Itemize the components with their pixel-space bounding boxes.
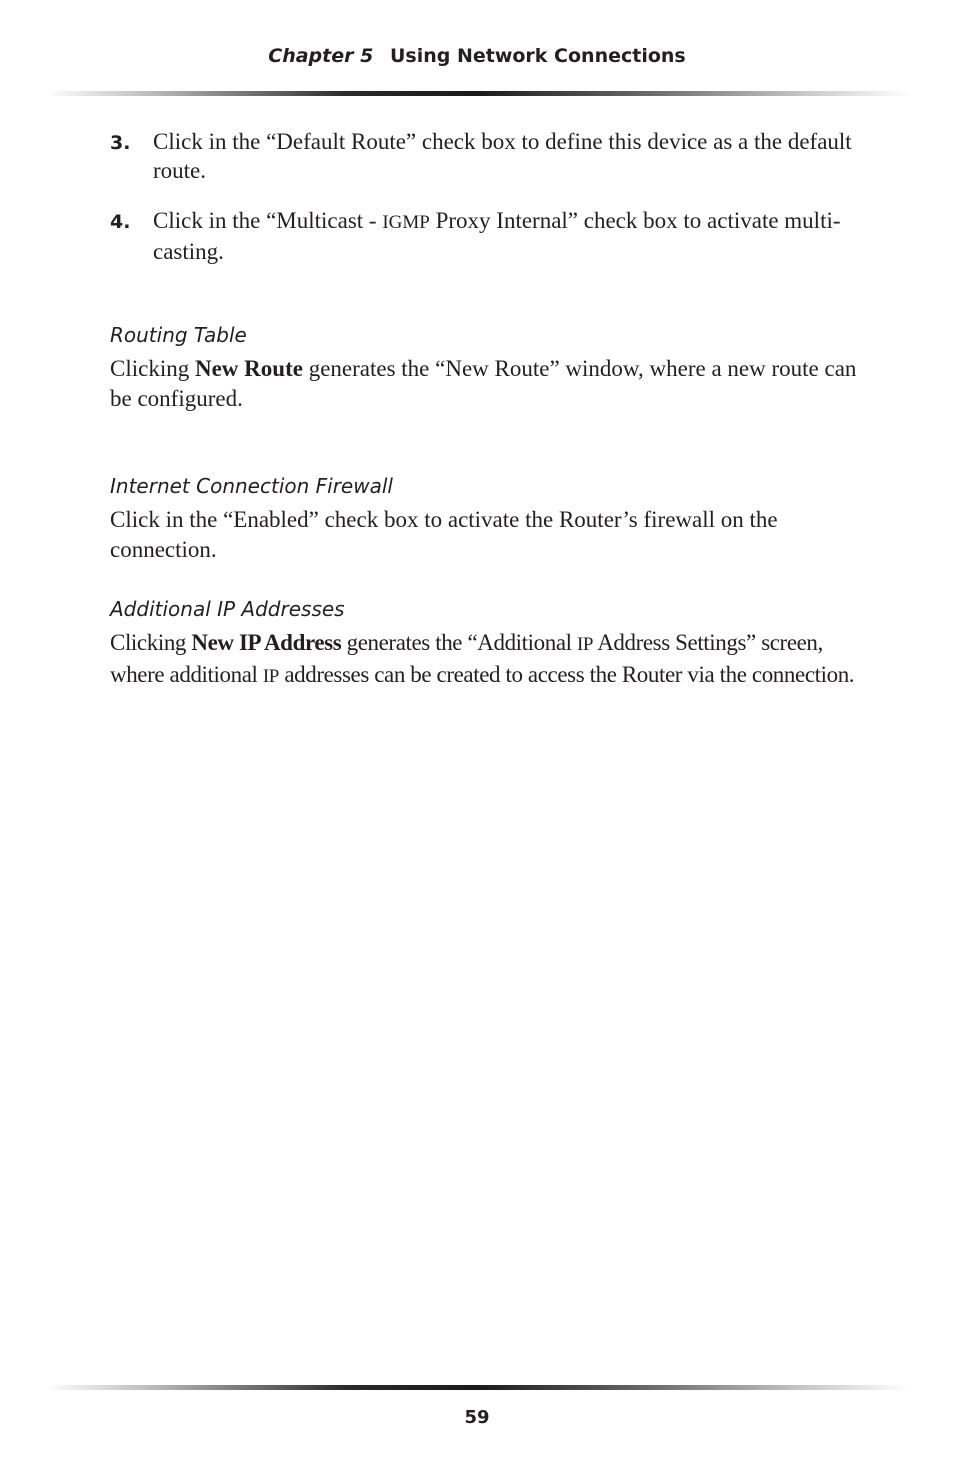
acronym: IP [262,666,279,687]
body-text: Address Settings” screen, where additional [110,630,823,687]
section-heading: Additional IP Addresses [110,597,345,621]
routing-table-section [110,322,870,414]
body-text: generates the “New Route” window, where a new route can be configured. [110,356,857,411]
firewall-section [110,473,870,565]
step-item [110,127,870,185]
step-number: 4. [110,211,131,233]
body-text: Clicking [110,630,192,655]
step-list [110,127,870,287]
section-body [110,354,870,414]
header-rule [45,91,909,96]
section-body [110,628,870,692]
step-number: 3. [110,132,131,154]
page-header [0,45,954,67]
step-text-after: Proxy Internal” check box to activate multi-casting. [153,208,841,264]
footer-rule [45,1385,909,1390]
section-body: Click in the “Enabled” check box to activate the Router’s firewall on the connection. [110,507,778,562]
step-text: Click in the “Default Route” check box to define this device as a the default route. [153,129,852,183]
page-number: 59 [464,1407,490,1428]
section-heading: Routing Table [110,323,247,347]
body-text: Clicking [110,356,195,381]
body-text: generates the “Additional [341,630,577,655]
chapter-label: Chapter 5 [268,45,374,67]
step-acronym: IGMP [382,212,430,233]
section-heading: Internet Connection Firewall [110,474,393,498]
additional-ip-section [110,596,870,692]
step-text-before: Click in the “Multicast - [153,208,383,233]
ui-term-new-route: New Route [194,356,303,381]
acronym: IP [577,634,594,655]
ui-term-new-ip-address: New IP Address [191,630,342,655]
chapter-title: Using Network Connections [389,45,686,67]
body-text: addresses can be created to access the Router via the connection. [278,662,855,687]
step-item [110,206,870,266]
